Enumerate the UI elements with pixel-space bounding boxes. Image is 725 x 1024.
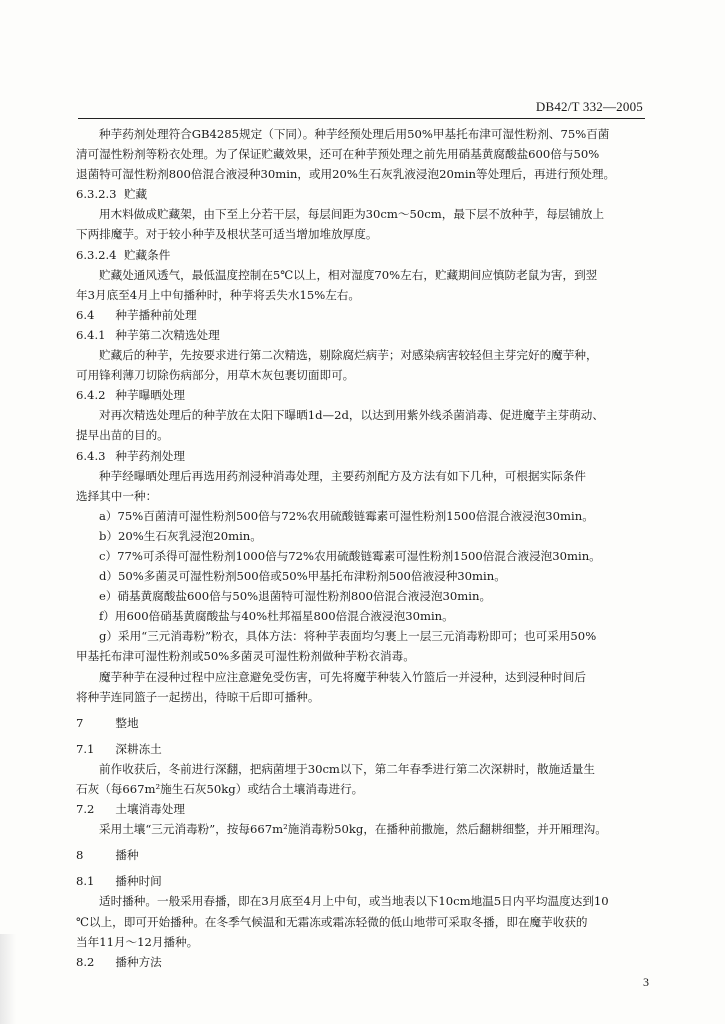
section-number: 6.4 [76,307,95,322]
section-number: 8 [76,848,84,863]
section-title: 贮藏 [123,187,148,202]
list-item: g）采用“三元消毒粉”粉衣，具体方法：将种芋表面均匀裹上一层三元消毒粉即可；也可采用50% [99,629,597,644]
section-heading [76,245,652,265]
section-number: 7 [76,715,84,730]
list-item: c）77%可杀得可湿性粉剂1000倍与72%农用硫酸链霉素可湿性粉剂1500倍混合液浸泡30min。 [99,548,601,563]
text-line: 当年11月～12月播种。 [76,934,199,949]
text-line: 对再次精选处理后的种芋放在太阳下曝晒1d—2d，以达到用紫外线杀菌消毒、促进魔芋主芽萌动、 [99,408,604,423]
section-number: 6.3.2.4 [76,247,117,262]
list-item: a）75%百菌清可湿性粉剂500倍与72%农用硫酸链霉素可湿性粉剂1500倍混合液浸泡30min。 [99,508,594,523]
section-heading [76,446,652,466]
section-heading [76,845,652,865]
section-title: 种芋第二次精选处理 [115,327,220,342]
section-heading [76,713,652,733]
text-line: 前作收获后，冬前进行深翻，把病菌埋于30cm以下，第二年春季进行第二次深耕时，散施适量生 [99,761,595,776]
section-title: 整地 [115,715,139,730]
text-line: 魔芋种芋在浸种过程中应注意避免受伤害，可先将魔芋种装入竹篮后一并浸种，达到浸种时间后 [99,669,586,684]
section-number: 7.2 [76,802,95,817]
text-line: 石灰（每667m²施生石灰50kg）或结合土壤消毒进行。 [76,782,364,796]
list-item: e）硝基黄腐酸盐600倍与50%退菌特可湿性粉剂800倍混合液浸泡30min。 [99,589,492,604]
section-title: 种芋播种前处理 [115,307,197,322]
section-number: 8.2 [76,954,95,969]
section-title: 播种方法 [115,954,162,969]
section-title: 播种时间 [115,874,162,889]
text-line: 甲基托布津可湿性粉剂或50%多菌灵可湿性粉剂做种芋粉衣消毒。 [76,649,415,664]
list-item: f）用600倍硝基黄腐酸盐与40%杜邦福星800倍混合液浸泡30min。 [99,609,454,624]
section-title: 贮藏条件 [123,247,171,262]
text-line: 种芋经曝晒处理后再选用药剂浸种消毒处理，主要药剂配方及方法有如下几种，可根据实际条件 [99,468,586,483]
section-number: 6.4.1 [76,327,106,342]
list-item: d）50%多菌灵可湿性粉剂500倍或50%甲基托布津粉剂500倍液浸种30min。 [99,569,506,584]
header-rule [78,118,645,119]
section-heading [76,325,652,345]
section-number: 6.3.2.3 [76,187,117,202]
text-line: 将种芋连同篮子一起捞出，待晾干后即可播种。 [76,689,320,704]
text-line: 种芋药剂处理符合GB4285规定（下同）。种芋经预处理后用50%甲基托布津可湿性粉剂、75%百菌 [99,127,610,141]
section-heading [76,305,652,325]
text-line: 下两排魔芋。对于较小种芋及根状茎可适当增加堆放厚度。 [76,227,378,242]
text-line: 可用锋利薄刀切除伤病部分，用草木灰包裹切面即可。 [76,368,355,383]
text-line: 贮藏处通风透气，最低温度控制在5℃以上，相对湿度70%左右，贮藏期间应慎防老鼠为害，到翌 [99,267,598,282]
section-number: 6.4.3 [76,448,106,463]
section-title: 播种 [115,848,139,863]
section-number: 8.1 [76,874,95,889]
section-title: 土壤消毒处理 [115,802,185,817]
list-item: b）20%生石灰乳浸泡20min。 [99,528,262,543]
text-line: 提早出苗的目的。 [76,428,169,443]
text-line: ℃以上，即可开始播种。在冬季气候温和无霜冻或霜冻轻微的低山地带可采取冬播，即在魔芋收获的 [76,914,588,929]
scan-edge-shadow [0,934,16,1024]
section-heading [76,739,652,759]
text-line: 退菌特可湿性粉剂800倍混合液浸种30min，或用20%生石灰乳液浸泡20min等处理后，再进行预处理。 [76,167,616,182]
section-heading [76,184,652,204]
text-line: 清可湿性粉剂等粉衣处理。为了保证贮藏效果，还可在种芋预处理之前先用硝基黄腐酸盐600倍与50% [76,147,600,162]
text-line: 年3月底至4月上中旬播种时，种芋将丢失水15%左右。 [76,287,360,302]
section-number: 6.4.2 [76,388,106,403]
section-heading [76,385,652,405]
section-heading [76,799,652,819]
page-number: 3 [643,975,649,989]
text-line: 贮藏后的种芋，先按要求进行第二次精选，剔除腐烂病芋；对感染病害较轻但主芽完好的魔芋种， [99,348,598,363]
text-line: 选择其中一种： [76,488,158,503]
document-body [76,124,652,972]
text-line: 适时播种。一般采用春播，即在3月底至4月上中旬，或当地表以下10cm地温5日内平均温度达到10 [99,894,609,909]
section-title: 深耕冻土 [115,741,162,756]
section-title: 种芋药剂处理 [115,448,185,463]
section-title: 种芋曝晒处理 [115,388,185,403]
standard-code: DB42/T 332—2005 [535,99,643,114]
text-line: 采用土壤“三元消毒粉”，按每667m²施消毒粉50kg，在播种前撒施，然后翻耕细整，并开厢理沟。 [99,822,607,837]
section-heading [76,871,652,891]
text-line: 用木料做成贮藏架，由下至上分若干层，每层间距为30cm～50cm，最下层不放种芋，每层铺放上 [99,207,605,222]
section-number: 7.1 [76,741,95,756]
section-heading [76,952,652,972]
